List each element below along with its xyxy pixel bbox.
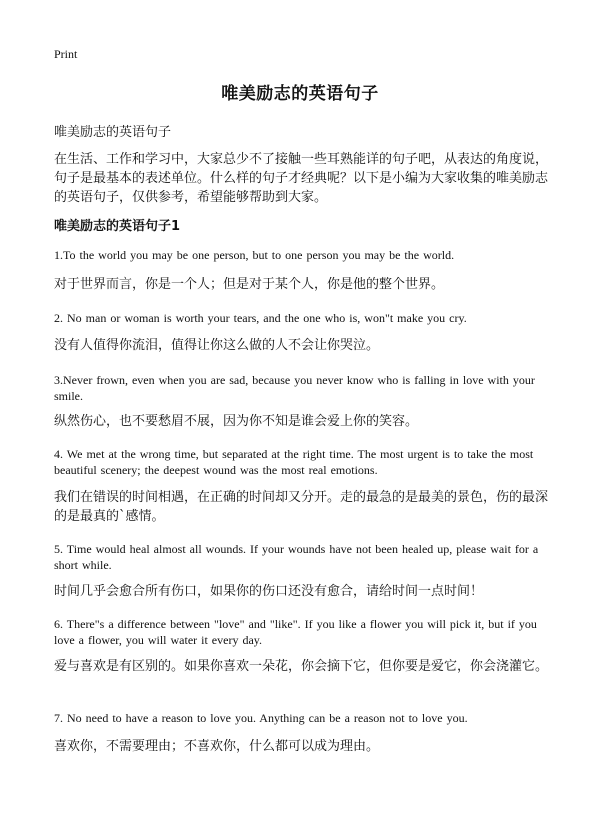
quote-2-english: 2. No man or woman is worth your tears, and the one who is, won"t make you cry. [54,311,467,325]
quote-4-english: 4. We met at the wrong time, but separated at the right time. The most urgent is to take the most beautiful scenery; the deepest wound was the most real emotions. [54,447,534,477]
quote-5-english: 5. Time would heal almost all wounds. If your wounds have not been healed up, please wait for a short while. [54,542,539,572]
quote-7-english: 7. No need to have a reason to love you. Anything can be a reason not to love you. [54,711,468,725]
quote-2-chinese: 没有人值得你流泪，值得让你这么做的人不会让你哭泣。 [54,338,380,353]
page-title: 唯美励志的英语句子 [221,84,379,104]
print-label: Print [54,47,78,61]
document-subtitle: 唯美励志的英语句子 [54,125,172,140]
section-heading: 唯美励志的英语句子1 [54,219,181,234]
quote-6-chinese: 爱与喜欢是有区别的。如果你喜欢一朵花，你会摘下它，但你要是爱它，你会浇灌它。 [54,659,549,674]
quote-4-chinese: 我们在错误的时间相遇，在正确的时间却又分开。走的最急的是最美的景色，伤的最深的是最真的`感情。 [54,490,549,524]
quote-7-chinese: 喜欢你，不需要理由；不喜欢你，什么都可以成为理由。 [54,739,380,754]
quote-1-english: 1.To the world you may be one person, but to one person you may be the world. [54,248,455,262]
intro-paragraph: 在生活、工作和学习中，大家总少不了接触一些耳熟能详的句子吧，从表达的角度说，句子是最基本的表述单位。什么样的句子才经典呢？以下是小编为大家收集的唯美励志的英语句子，仅供参考，希望能够帮助到大家。 [54,152,549,205]
quote-3-chinese: 纵然伤心，也不要愁眉不展，因为你不知是谁会爱上你的笑容。 [54,414,419,429]
quote-6-english: 6. There"s a difference between "love" and "like". If you like a flower you will pick it, but if you love a flower, you will water it every day. [54,617,537,647]
quote-1-chinese: 对于世界而言，你是一个人；但是对于某个人，你是他的整个世界。 [54,277,445,292]
quote-3-english: 3.Never frown, even when you are sad, because you never know who is falling in love with your smile. [54,373,535,403]
quote-5-chinese: 时间几乎会愈合所有伤口，如果你的伤口还没有愈合，请给时间一点时间！ [54,584,484,599]
